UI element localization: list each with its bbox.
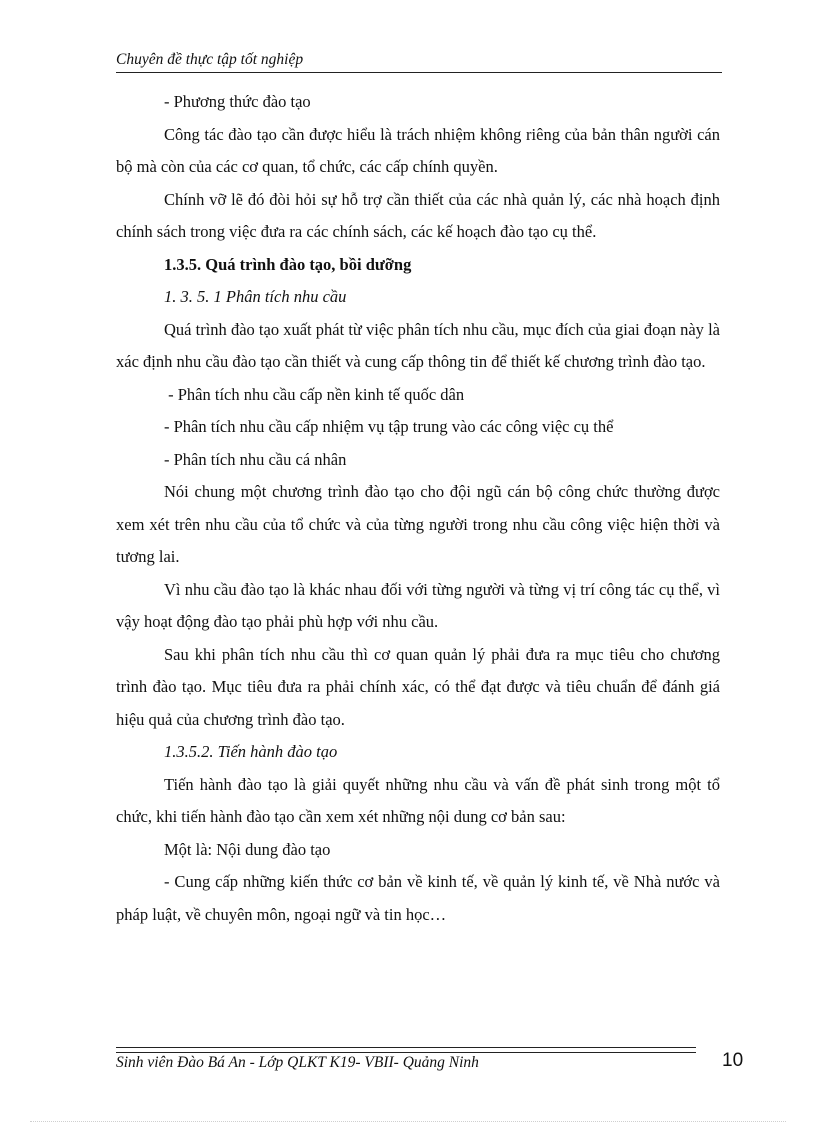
paragraph: Chính vỡ lẽ đó đòi hỏi sự hỗ trợ cần thiết của các nhà quản lý, các nhà hoạch định chính sách trong việc đưa ra các chính sách, các kế hoạch đào tạo cụ thể. <box>116 189 720 241</box>
paragraph: Vì nhu cầu đào tạo là khác nhau đối với từng người và từng vị trí công tác cụ thể, vì vậy hoạt động đào tạo phải phù hợp với nhu cầu. <box>116 579 720 631</box>
page-number: 10 <box>722 1050 744 1071</box>
document-body <box>116 86 720 931</box>
list-item: - Phân tích nhu cầu cấp nhiệm vụ tập trung vào các công việc cụ thể <box>164 417 614 436</box>
paragraph: Nói chung một chương trình đào tạo cho đội ngũ cán bộ công chức thường được xem xét trên nhu cầu của tổ chức và của từng người trong nhu cầu công việc hiện thời và tương lai. <box>116 482 720 566</box>
subsection-heading: 1.3.5.2. Tiến hành đào tạo <box>164 742 338 761</box>
list-item: - Cung cấp những kiến thức cơ bản về kinh tế, về quản lý kinh tế, về Nhà nước và pháp luật, về chuyên môn, ngoại ngữ và tin học… <box>116 872 720 924</box>
subsection-heading: 1. 3. 5. 1 Phân tích nhu cầu <box>164 287 347 306</box>
header-title: Chuyên đề thực tập tốt nghiệp <box>116 51 304 68</box>
page-header <box>116 50 722 73</box>
paragraph: Quá trình đào tạo xuất phát từ việc phân tích nhu cầu, mục đích của giai đoạn này là xác định nhu cầu đào tạo cần thiết và cung cấp thông tin để thiết kế chương trình đào tạo. <box>116 319 720 371</box>
paragraph: Công tác đào tạo cần được hiểu là trách nhiệm không riêng của bản thân người cán bộ mà còn của các cơ quan, tổ chức, các cấp chính quyền. <box>116 124 720 176</box>
footer-divider <box>116 1047 696 1053</box>
section-heading: 1.3.5. Quá trình đào tạo, bồi dưỡng <box>164 254 412 274</box>
paragraph: - Phương thức đào tạo <box>164 92 311 111</box>
list-item: - Phân tích nhu cầu cấp nền kinh tế quốc dân <box>164 384 465 404</box>
paragraph: Một là: Nội dung đào tạo <box>164 839 331 859</box>
list-item: - Phân tích nhu cầu cá nhân <box>164 449 347 469</box>
footer-text: Sinh viên Đào Bá An - Lớp QLKT K19- VBII- Quảng Ninh <box>116 1054 479 1071</box>
paragraph: Sau khi phân tích nhu cầu thì cơ quan quản lý phải đưa ra mục tiêu cho chương trình đào tạo. Mục tiêu đưa ra phải chính xác, có thể đạt được và tiêu chuẩn để đánh giá hiệu quả của chương trình đào tạo. <box>116 644 720 729</box>
paragraph: Tiến hành đào tạo là giải quyết những nhu cầu và vấn đề phát sinh trong một tổ chức, khi tiến hành đào tạo cần xem xét những nội dung cơ bản sau: <box>116 774 720 826</box>
